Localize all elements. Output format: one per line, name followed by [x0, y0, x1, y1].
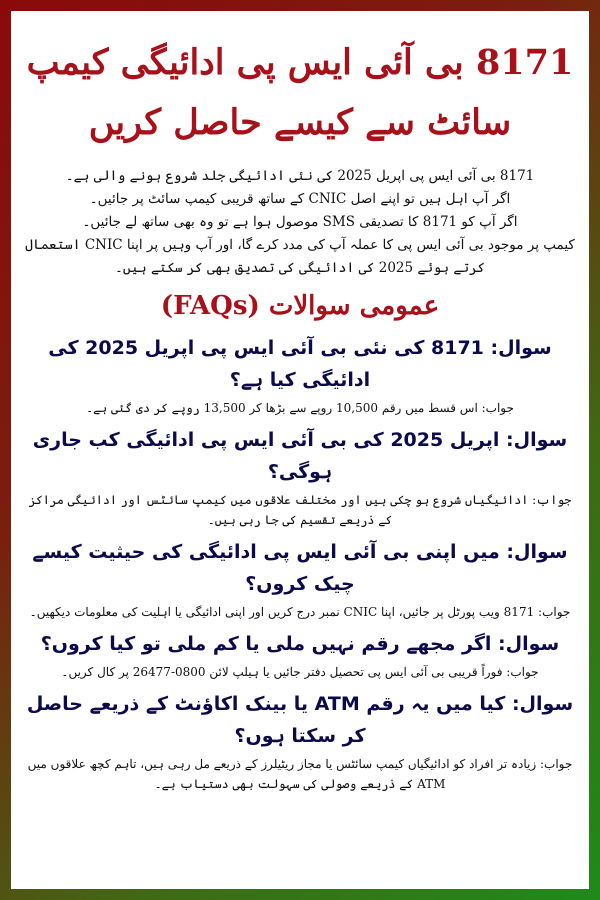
question-label: سوال:	[506, 541, 568, 563]
faq-question-2	[25, 424, 575, 488]
faq-heading: عمومی سوالات (FAQs)	[160, 291, 440, 321]
faq-answer-4: جواب: فوراً قریبی بی آئی ایس پی تحصیل دفتر جائیں یا ہیلپ لائن 0800-26477 پر کال کریں۔	[61, 665, 539, 679]
faq-question-4	[25, 628, 575, 660]
question-text: میں اپنی بی آئی ایس پی ادائیگی کی حیثیت کیسے چیک کروں؟	[32, 541, 500, 595]
intro-line: 8171 بی آئی ایس پی اپریل 2025 کی نئی ادائیگی جلد شروع ہونے والی ہے۔	[65, 168, 535, 184]
question-label: سوال:	[511, 693, 574, 715]
intro-line: اگر آپ کو 8171 کا تصدیقی SMS موصول ہوا ہے تو وہ بھی ساتھ لے جائیں۔	[82, 214, 518, 230]
faq-question-3	[25, 536, 575, 600]
faq-list	[21, 332, 579, 794]
question-label: سوال:	[498, 633, 560, 655]
intro-line: اگر آپ اہل ہیں تو اپنے اصل CNIC کے ساتھ قریبی کیمپ سائٹ پر جائیں۔	[89, 191, 511, 207]
intro-paragraph	[25, 165, 575, 280]
faq-answer-5: جواب: زیادہ تر افراد کو ادائیگیاں کیمپ سائٹس یا مجاز ریٹیلرز کے ذریعے مل رہی ہیں، تاہم کچھ علاقوں میں ATM کے ذریعے وصولی کی سہولت بھی دستیاب ہے۔	[27, 757, 573, 791]
article-card	[11, 11, 589, 889]
question-label: سوال:	[506, 429, 568, 451]
question-text: 8171 کی نئی بی آئی ایس پی اپریل 2025 کی ادائیگی کیا ہے؟	[48, 337, 484, 391]
faq-question-5	[25, 688, 575, 752]
question-text: کیا میں یہ رقم ATM یا بینک اکاؤنٹ کے ذریعے حاصل کر سکتا ہوں؟	[26, 693, 506, 747]
faq-answer-1: جواب: اس قسط میں رقم 10,500 روپے سے بڑھا کر 13,500 روپے کر دی گئی ہے۔	[86, 401, 514, 415]
question-text: اگر مجھے رقم نہیں ملی یا کم ملی تو کیا کروں؟	[40, 633, 492, 655]
faq-question-1	[25, 332, 575, 396]
question-label: سوال:	[490, 337, 552, 359]
faq-answer-3: جواب: 8171 ویب پورٹل پر جائیں، اپنا CNIC نمبر درج کریں اور اپنی ادائیگی یا اہلیت کی معلومات دیکھیں۔	[29, 605, 571, 619]
question-text: اپریل 2025 کی بی آئی ایس پی ادائیگی کب جاری ہوگی؟	[32, 429, 500, 483]
intro-line: کیمپ پر موجود بی آئی ایس پی کا عملہ آپ کی مدد کرے گا، اور آپ وہیں پر اپنا CNIC استعمال کرتے ہوئے 2025 کی ادائیگی کی تصدیق بھی کر سکتے ہیں۔	[25, 237, 575, 276]
page-title: 8171 بی آئی ایس پی ادائیگی کیمپ سائٹ سے کیسے حاصل کریں	[26, 42, 574, 143]
faq-answer-2: جواب: ادائیگیاں شروع ہو چکی ہیں اور مختلف علاقوں میں کیمپ سائٹس اور ادائیگی مراکز کے ذریعے تقسیم کی جا رہی ہیں۔	[28, 493, 572, 527]
